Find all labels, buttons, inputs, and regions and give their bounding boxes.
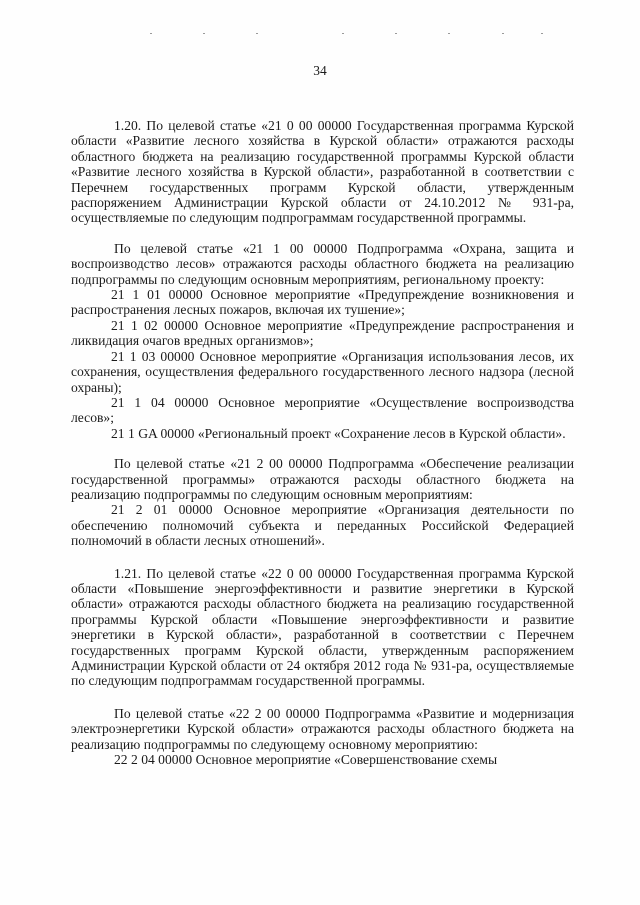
scan-mark bbox=[150, 33, 152, 34]
document-body bbox=[71, 118, 574, 767]
paragraph: 21 1 GA 00000 «Региональный проект «Сохранение лесов в Курской области». bbox=[111, 425, 566, 441]
scan-mark bbox=[203, 33, 205, 34]
scan-mark bbox=[502, 33, 504, 34]
page-number: 34 bbox=[313, 63, 327, 78]
paragraph: 1.20. По целевой статье «21 0 00 00000 Государственная программа Курской области «Развитие лесного хозяйства в Курской области» отражаются расходы областного бюджета на реализацию государственной программы Курской области «Развитие лесного хозяйства в Курской области», разработанной в соответствии с Перечнем государственных программ Курской области, утвержденным распоряжением Администрации Курской области от 24.10.2012 № 931-ра, осуществляемые по следующим подпрограммам государственной программы. bbox=[71, 118, 574, 226]
paragraph: 21 1 01 00000 Основное мероприятие «Предупреждение возникновения и распространения лесных пожаров, включая их тушение»; bbox=[71, 287, 574, 318]
paragraph: 21 1 02 00000 Основное мероприятие «Предупреждение распространения и ликвидация очагов вредных организмов»; bbox=[71, 317, 574, 349]
paragraph: 21 1 04 00000 Основное мероприятие «Осуществление воспроизводства лесов»; bbox=[71, 394, 574, 426]
scan-mark bbox=[395, 33, 397, 34]
scan-mark bbox=[541, 33, 543, 34]
paragraph: 21 2 01 00000 Основное мероприятие «Организация деятельности по обеспечению полномочий субъекта и переданных Российской Федерацией полномочий в области лесных отношений». bbox=[71, 502, 574, 549]
paragraph: По целевой статье «22 2 00 00000 Подпрограмма «Развитие и модернизация электроэнергетики Курской области» отражаются расходы областного бюджета на реализацию подпрограммы по следующему основному мероприятию: bbox=[71, 705, 574, 752]
paragraph: 22 2 04 00000 Основное мероприятие «Совершенствование схемы bbox=[114, 752, 498, 768]
paragraph: По целевой статье «21 2 00 00000 Подпрограмма «Обеспечение реализации государственной программы» отражаются расходы областного бюджета на реализацию подпрограммы по следующим основным мероприятиям: bbox=[71, 456, 574, 502]
paragraph: По целевой статье «21 1 00 00000 Подпрограмма «Охрана, защита и воспроизводство лесов» отражаются расходы областного бюджета на реализацию подпрограммы по следующим основным мероприятиям, региональному проекту: bbox=[71, 240, 574, 287]
scan-mark bbox=[448, 33, 450, 34]
scan-artifact-marks bbox=[150, 33, 550, 35]
scan-mark bbox=[256, 33, 258, 34]
scan-mark bbox=[342, 33, 344, 34]
paragraph: 1.21. По целевой статье «22 0 00 00000 Государственная программа Курской области «Повышение энергоэффективности и развитие энергетики в Курской области» отражаются расходы областного бюджета на реализацию государственной программы Курской области «Повышение энергоэффективности и развитие энергетики в Курской области», разработанной в соответствии с Перечнем государственных программ Курской области, утвержденным распоряжением Администрации Курской области от 24 октября 2012 года № 931-ра, осуществляемые по следующим подпрограммам государственной программы. bbox=[71, 565, 574, 689]
paragraph: 21 1 03 00000 Основное мероприятие «Организация использования лесов, их сохранения, осуществления федерального государственного лесного надзора (лесной охраны); bbox=[71, 348, 574, 395]
